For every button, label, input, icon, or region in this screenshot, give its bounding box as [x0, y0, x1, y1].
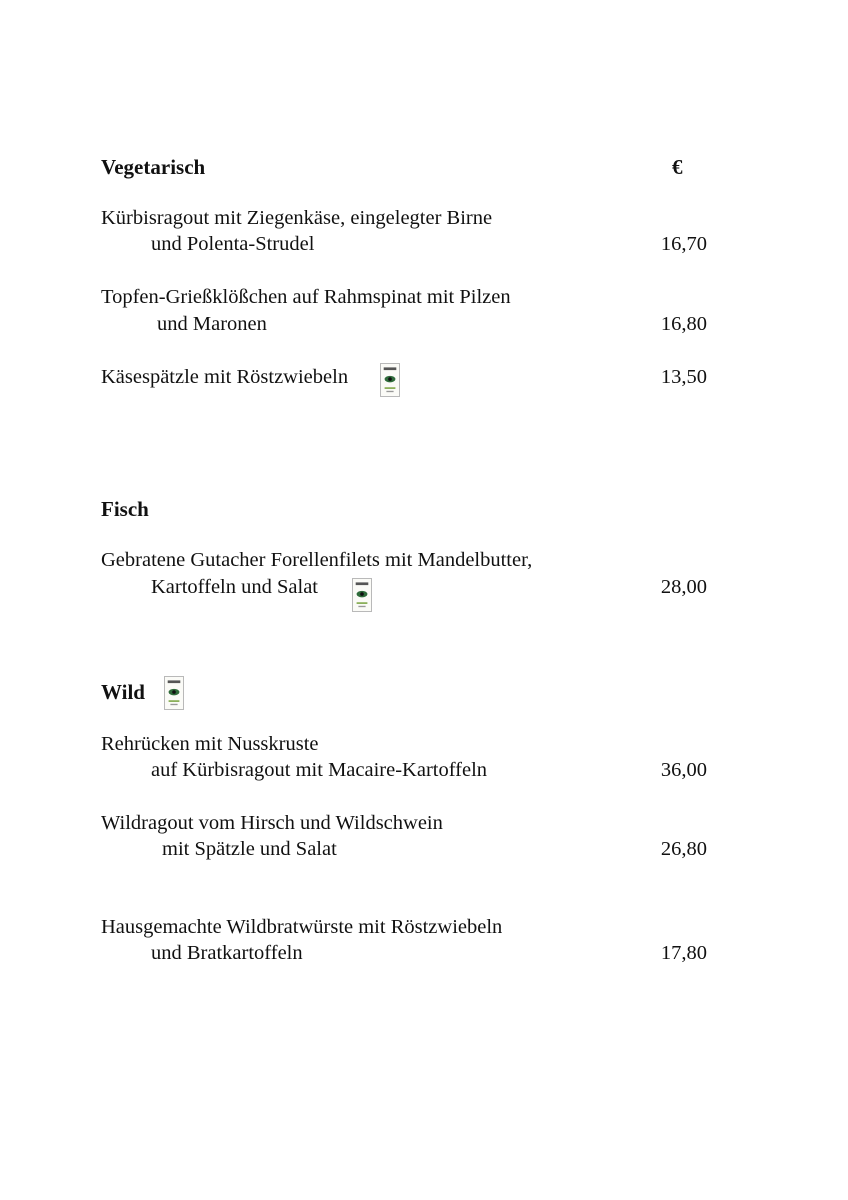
dish-line: Kartoffeln und Salat: [151, 576, 318, 598]
dish-line: mit Spätzle und Salat: [162, 838, 337, 860]
dish-line: Rehrücken mit Nusskruste: [101, 733, 319, 755]
dish-line: Topfen-Grießklößchen auf Rahmspinat mit Pilzen: [101, 286, 511, 308]
section-title-vegetarisch: Vegetarisch: [101, 155, 206, 179]
regional-quality-seal-icon: [352, 578, 372, 612]
dish-line: und Polenta-Strudel: [151, 233, 315, 255]
dish-line: Käsespätzle mit Röstzwiebeln: [101, 366, 349, 388]
regional-quality-seal-icon: [164, 676, 184, 710]
regional-quality-seal-icon: [380, 363, 400, 397]
dish-line: Gebratene Gutacher Forellenfilets mit Mandelbutter,: [101, 549, 533, 571]
dish-line: und Maronen: [157, 313, 267, 335]
dish-line: und Bratkartoffeln: [151, 942, 303, 964]
section-title-fisch: Fisch: [101, 497, 149, 521]
dish-price: 16,80: [660, 313, 707, 335]
dish-line: Kürbisragout mit Ziegenkäse, eingelegter Birne: [101, 207, 493, 229]
dish-line: Wildragout vom Hirsch und Wildschwein: [101, 812, 443, 834]
dish-price: 16,70: [660, 233, 707, 255]
dish-line: Hausgemachte Wildbratwürste mit Röstzwiebeln: [101, 916, 503, 938]
dish-price: 28,00: [660, 576, 707, 598]
dish-line: auf Kürbisragout mit Macaire-Kartoffeln: [151, 759, 488, 781]
section-title-wild: Wild: [101, 680, 145, 704]
dish-price: 36,00: [660, 759, 707, 781]
dish-price: 17,80: [660, 942, 707, 964]
dish-price: 13,50: [660, 366, 707, 388]
currency-header: €: [672, 155, 683, 179]
dish-price: 26,80: [660, 838, 707, 860]
